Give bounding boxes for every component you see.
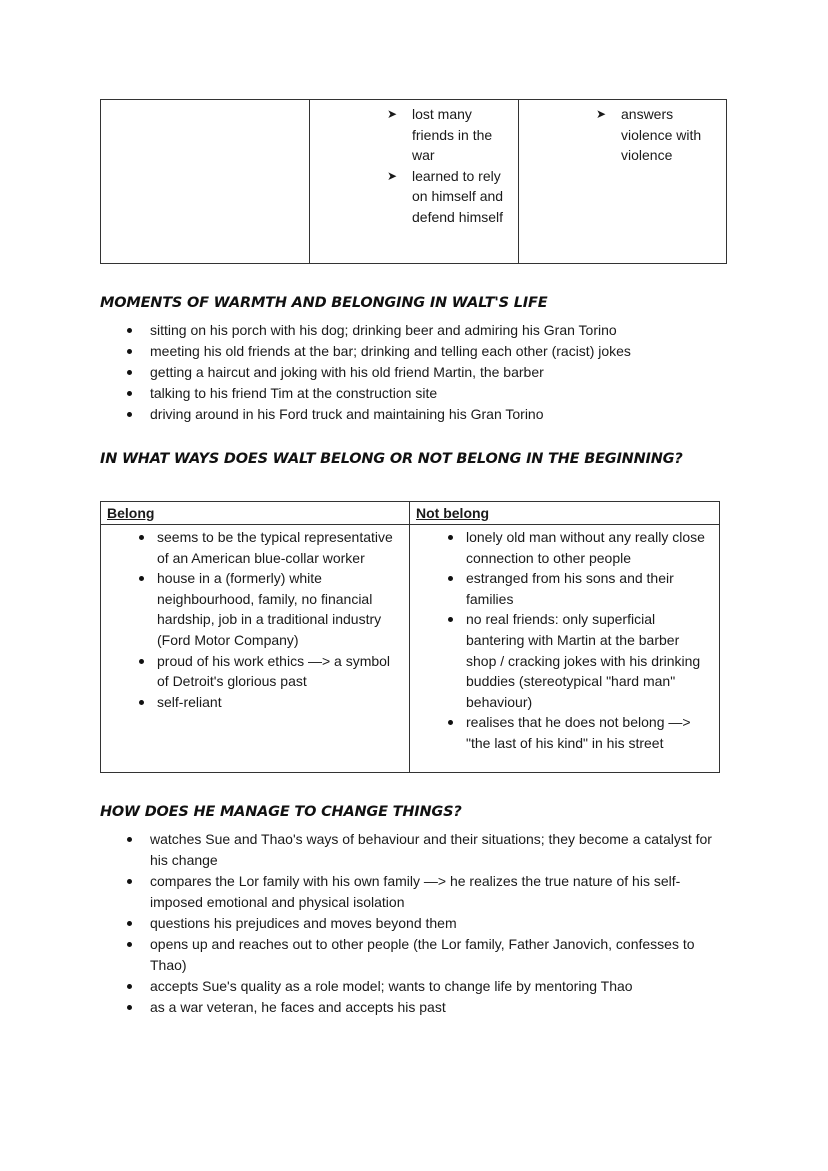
arrow-bullet-icon: ➤ bbox=[387, 107, 398, 121]
comparison-table-continued bbox=[100, 99, 727, 264]
list-item: proud of his work ethics —> a symbol of Detroit's glorious past bbox=[107, 651, 403, 692]
table-cell-war-experience bbox=[310, 100, 519, 264]
belong-list bbox=[107, 527, 403, 712]
list-item: as a war veteran, he faces and accepts his past bbox=[123, 997, 733, 1018]
list-item: self-reliant bbox=[107, 692, 403, 713]
list-item bbox=[519, 104, 720, 166]
belong-cell bbox=[101, 525, 410, 773]
list-item: questions his prejudices and moves beyond them bbox=[123, 913, 733, 934]
warmth-list bbox=[123, 320, 733, 425]
list-item: sitting on his porch with his dog; drinking beer and admiring his Gran Torino bbox=[123, 320, 733, 341]
list-item: realises that he does not belong —> "the last of his kind" in his street bbox=[416, 712, 713, 753]
list-item: meeting his old friends at the bar; drinking and telling each other (racist) jokes bbox=[123, 341, 733, 362]
column-header-belong: Belong bbox=[101, 502, 410, 525]
list-item: lonely old man without any really close connection to other people bbox=[416, 527, 713, 568]
section-heading-change: HOW DOES HE MANAGE TO CHANGE THINGS? bbox=[100, 804, 462, 820]
arrow-bullet-icon: ➤ bbox=[387, 168, 398, 183]
arrow-list bbox=[316, 104, 512, 227]
change-list bbox=[123, 829, 733, 1018]
arrow-bullet-icon: ➤ bbox=[596, 107, 607, 121]
list-item-text: learned to rely on himself and defend himself bbox=[412, 167, 504, 225]
belong-table bbox=[100, 501, 720, 773]
list-item: talking to his friend Tim at the construction site bbox=[123, 383, 733, 404]
list-item: compares the Lor family with his own family —> he realizes the true nature of his self-imposed emotional and physical isolation bbox=[123, 871, 733, 913]
list-item-text: lost many friends in the war bbox=[412, 106, 493, 163]
list-item: getting a haircut and joking with his old friend Martin, the barber bbox=[123, 362, 733, 383]
list-item: watches Sue and Thao's ways of behaviour and their situations; they become a catalyst for his change bbox=[123, 829, 733, 871]
table-cell-empty bbox=[101, 100, 310, 264]
not-belong-list bbox=[416, 527, 713, 754]
section-heading-belong: IN WHAT WAYS DOES WALT BELONG OR NOT BELONG IN THE BEGINNING? bbox=[100, 451, 683, 467]
list-item: opens up and reaches out to other people (the Lor family, Father Janovich, confesses to Thao) bbox=[123, 934, 733, 976]
list-item: accepts Sue's quality as a role model; wants to change life by mentoring Thao bbox=[123, 976, 733, 997]
table-cell-violence bbox=[519, 100, 727, 264]
list-item bbox=[310, 166, 512, 228]
list-item bbox=[310, 104, 512, 166]
list-item-text: answers violence with violence bbox=[621, 106, 702, 163]
list-item: driving around in his Ford truck and maintaining his Gran Torino bbox=[123, 404, 733, 425]
list-item: seems to be the typical representative of an American blue-collar worker bbox=[107, 527, 403, 568]
not-belong-cell bbox=[410, 525, 720, 773]
list-item: no real friends: only superficial bantering with Martin at the barber shop / cracking jokes with his drinking buddies (stereotypical "hard man" behaviour) bbox=[416, 609, 713, 712]
list-item: house in a (formerly) white neighbourhood, family, no financial hardship, job in a traditional industry (Ford Motor Company) bbox=[107, 568, 403, 650]
list-item: estranged from his sons and their families bbox=[416, 568, 713, 609]
column-header-not-belong: Not belong bbox=[410, 502, 720, 525]
section-heading-warmth: MOMENTS OF WARMTH AND BELONGING IN WALT'S LIFE bbox=[100, 295, 548, 311]
arrow-list bbox=[525, 104, 720, 166]
